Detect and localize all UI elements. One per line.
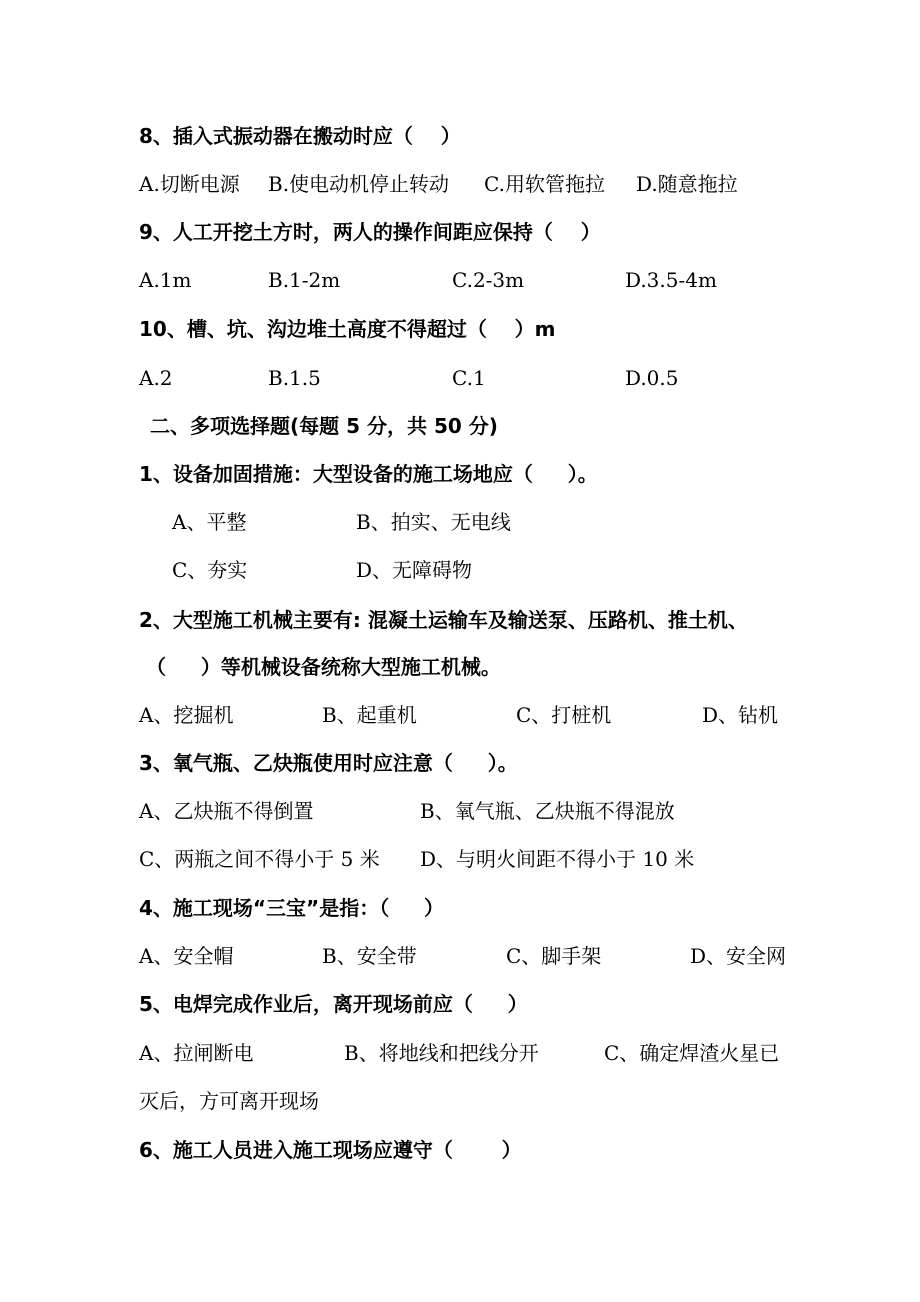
question-9-stem: 9、人工开挖土方时，两人的操作间距应保持（ ） bbox=[139, 220, 601, 244]
multi-question-4-option-c: C、脚手架 bbox=[506, 944, 602, 968]
question-10-option-d: D.0.5 bbox=[625, 366, 679, 390]
multi-question-2-option-d: D、钻机 bbox=[702, 703, 779, 727]
multi-question-1-stem: 1、设备加固措施：大型设备的施工场地应（ ）。 bbox=[139, 462, 598, 486]
question-10-option-b: B.1.5 bbox=[268, 366, 321, 390]
multi-question-2-option-a: A、挖掘机 bbox=[139, 703, 234, 727]
question-8-stem: 8、插入式振动器在搬动时应（ ） bbox=[139, 124, 461, 148]
multi-question-3-option-a: A、乙炔瓶不得倒置 bbox=[139, 799, 314, 823]
multi-question-1-option-c: C、夯实 bbox=[172, 558, 248, 582]
section-title: 二、多项选择题(每题 5 分，共 50 分) bbox=[150, 414, 498, 438]
question-9-option-c: C.2-3m bbox=[452, 268, 525, 292]
multi-question-3-option-b: B、氧气瓶、乙炔瓶不得混放 bbox=[420, 799, 675, 823]
question-8-option-c: C.用软管拖拉 bbox=[484, 172, 605, 196]
multi-question-5-option-c-continued: 灭后，方可离开现场 bbox=[139, 1089, 319, 1113]
multi-question-4-option-b: B、安全带 bbox=[322, 944, 417, 968]
multi-question-1-option-b: B、拍实、无电线 bbox=[356, 510, 511, 534]
multi-question-4-option-d: D、安全网 bbox=[690, 944, 787, 968]
question-10-stem: 10、槽、坑、沟边堆土高度不得超过（ ）m bbox=[139, 317, 556, 341]
question-8-option-b: B.使电动机停止转动 bbox=[268, 172, 450, 196]
question-10-option-a: A.2 bbox=[139, 366, 173, 390]
question-9-option-b: B.1-2m bbox=[268, 268, 341, 292]
multi-question-2-option-c: C、打桩机 bbox=[516, 703, 612, 727]
multi-question-6-stem: 6、施工人员进入施工现场应遵守（ ） bbox=[139, 1138, 522, 1162]
multi-question-2-option-b: B、起重机 bbox=[322, 703, 417, 727]
multi-question-1-option-d: D、无障碍物 bbox=[356, 558, 473, 582]
multi-question-5-option-c: C、确定焊渣火星已 bbox=[604, 1041, 780, 1065]
multi-question-5-stem: 5、电焊完成作业后，离开现场前应（ ） bbox=[139, 992, 528, 1016]
question-9-option-a: A.1m bbox=[139, 268, 192, 292]
question-10-option-c: C.1 bbox=[452, 366, 486, 390]
multi-question-3-stem: 3、氧气瓶、乙炔瓶使用时应注意（ ）。 bbox=[139, 751, 518, 775]
multi-question-4-stem: 4、施工现场“三宝”是指：（ ） bbox=[139, 896, 445, 920]
multi-question-5-option-a: A、拉闸断电 bbox=[139, 1041, 254, 1065]
question-8-option-d: D.随意拖拉 bbox=[636, 172, 738, 196]
multi-question-2-stem-line-2: （ ）等机械设备统称大型施工机械。 bbox=[146, 655, 501, 679]
multi-question-1-option-a: A、平整 bbox=[172, 510, 247, 534]
multi-question-4-option-a: A、安全帽 bbox=[139, 944, 234, 968]
question-9-option-d: D.3.5-4m bbox=[625, 268, 717, 292]
multi-question-3-option-c: C、两瓶之间不得小于 5 米 bbox=[139, 847, 380, 871]
multi-question-3-option-d: D、与明火间距不得小于 10 米 bbox=[420, 847, 695, 871]
multi-question-5-option-b: B、将地线和把线分开 bbox=[344, 1041, 539, 1065]
question-8-option-a: A.切断电源 bbox=[139, 172, 240, 196]
multi-question-2-stem-line-1: 2、大型施工机械主要有: 混凝土运输车及输送泵、压路机、推土机、 bbox=[139, 608, 748, 632]
